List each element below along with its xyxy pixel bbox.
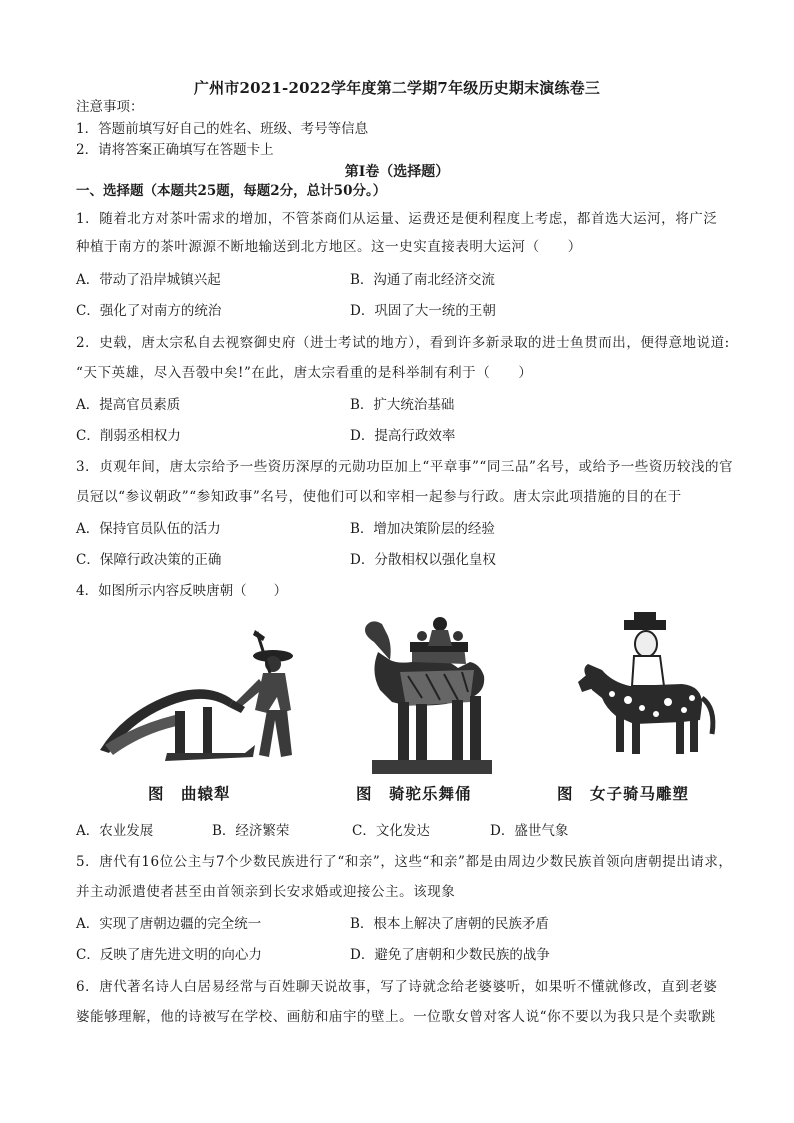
q1-stem-line-1: 1．随着北方对茶叶需求的增加，不管茶商们从运量、运费还是便利程度上考虑，都首选大运河，将广泛: [76, 211, 718, 227]
q3-option-a: A．保持官员队伍的活力: [76, 521, 221, 537]
q1-option-c: C．强化了对南方的统治: [76, 303, 222, 319]
note-item-2: 2．请将答案正确填写在答题卡上: [76, 142, 274, 158]
note-item-1: 1．答题前填写好自己的姓名、班级、考号等信息: [76, 121, 369, 137]
q3-option-b: B．增加决策阶层的经验: [350, 521, 495, 537]
q1-option-a: A．带动了沿岸城镇兴起: [76, 272, 221, 288]
q1-option-b: B．沟通了南北经济交流: [350, 272, 495, 288]
q4-option-b: B．经济繁荣: [212, 823, 290, 839]
q2-option-b: B．扩大统治基础: [350, 397, 455, 413]
q2-option-a: A．提高官员素质: [76, 397, 181, 413]
q5-stem-line-1: 5．唐代有16位公主与7个少数民族进行了“和亲”，这些“和亲”都是由周边少数民族首领向唐朝提出请求，: [76, 854, 733, 870]
q3-stem-line-2: 员冠以“参议朝政”“参知政事”名号，使他们可以和宰相一起参与行政。唐太宗此项措施的目的在于: [76, 489, 682, 505]
q3-stem-line-1: 3．贞观年间，唐太宗给予一些资历深厚的元勋功臣加上“平章事”“同三品”名号，或给予一些资历较浅的官: [76, 459, 734, 475]
q6-stem-line-1: 6．唐代著名诗人白居易经常与百姓聊天说故事，写了诗就念给老婆婆听，如果听不懂就修改，直到老婆: [76, 979, 718, 995]
q2-option-d: D．提高行政效率: [350, 428, 456, 444]
q4-option-a: A．农业发展: [76, 823, 154, 839]
curved-plough-image: [95, 615, 310, 775]
figure-caption-2: 图 骑驼乐舞俑: [356, 785, 472, 803]
figure-caption-1: 图 曲辕犁: [148, 785, 231, 803]
part-one-heading: 第I卷（选择题）: [344, 164, 450, 180]
notes-heading: 注意事项：: [76, 99, 144, 115]
q1-stem-line-2: 种植于南方的茶叶源源不断地输送到北方地区。这一史实直接表明大运河（ ）: [76, 239, 582, 255]
q5-stem-line-2: 并主动派遣使者甚至由首领亲到长安求婚或迎接公主。该现象: [76, 884, 456, 900]
q6-stem-line-2: 婆能够理解，他的诗被写在学校、画舫和庙宇的壁上。一位歌女曾对客人说“你不要以为我只是个卖歌跳: [76, 1009, 716, 1025]
q2-stem-line-2: “天下英雄，尽入吾彀中矣!”在此，唐太宗看重的是科举制有利于（ ）: [76, 365, 533, 381]
q5-option-d: D．避免了唐朝和少数民族的战争: [350, 947, 550, 963]
woman-riding-horse-figurine-image: [572, 612, 722, 762]
q1-option-d: D．巩固了大一统的王朝: [350, 303, 496, 319]
camel-musicians-figurine-image: [352, 612, 500, 777]
q3-option-d: D．分散相权以强化皇权: [350, 552, 496, 568]
q4-option-d: D．盛世气象: [490, 823, 569, 839]
q5-option-c: C．反映了唐先进文明的向心力: [76, 947, 262, 963]
q3-option-c: C．保障行政决策的正确: [76, 552, 222, 568]
exam-title: 广州市2021-2022学年度第二学期7年级历史期末演练卷三: [193, 79, 601, 97]
q5-option-b: B．根本上解决了唐朝的民族矛盾: [350, 916, 549, 932]
figure-caption-3: 图 女子骑马雕塑: [557, 785, 690, 803]
q4-stem: 4．如图所示内容反映唐朝（ ）: [76, 583, 288, 599]
section-heading: 一、选择题（本题共25题，每题2分，总计50分。）: [76, 183, 387, 199]
q5-option-a: A．实现了唐朝边疆的完全统一: [76, 916, 262, 932]
q4-option-c: C．文化发达: [352, 823, 430, 839]
q2-stem-line-1: 2．史载，唐太宗私自去视察御史府（进士考试的地方），看到许多新录取的进士鱼贯而出，便得意地说道:: [76, 335, 730, 351]
q2-option-c: C．削弱丞相权力: [76, 428, 181, 444]
